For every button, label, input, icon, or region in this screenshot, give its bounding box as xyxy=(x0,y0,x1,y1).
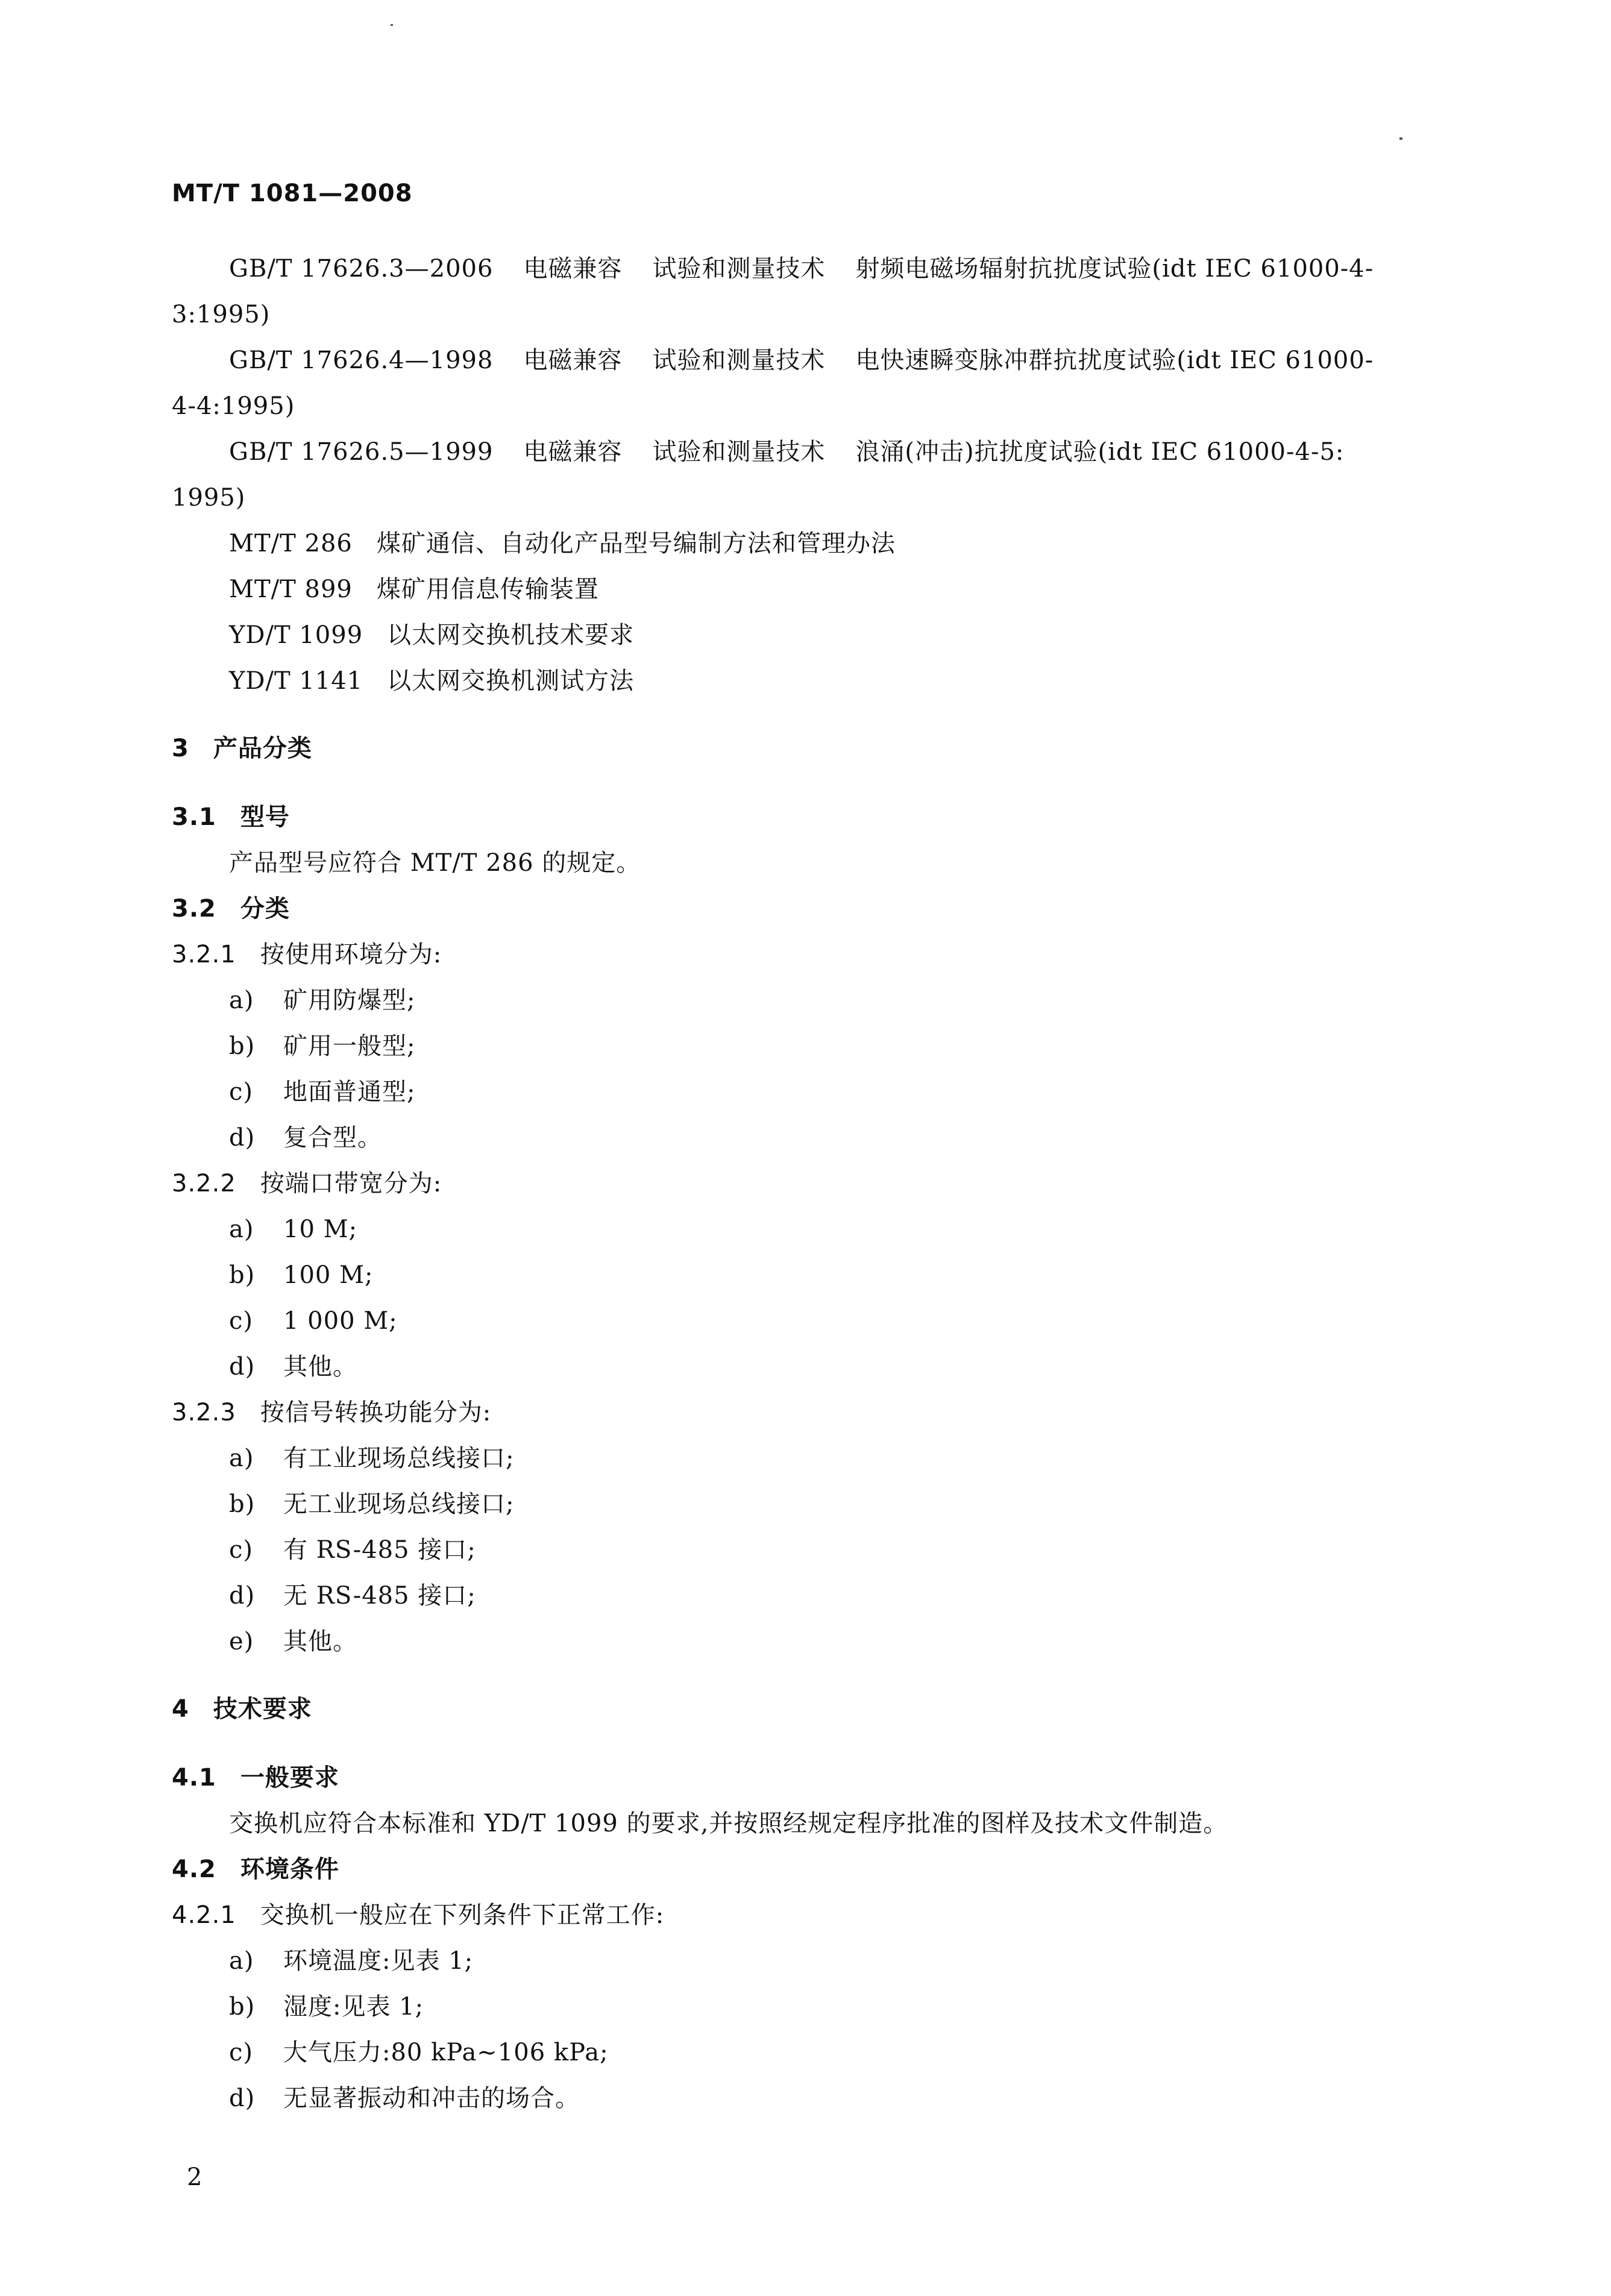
clause: 3.2.2 按端口带宽分为: xyxy=(172,1170,442,1197)
reference-item: YD/T 1141 以太网交换机测试方法 xyxy=(229,667,635,695)
paragraph: 交换机应符合本标准和 YD/T 1099 的要求,并按照经规定程序批准的图样及技术文件制造。 xyxy=(229,1810,1228,1837)
reference-item: MT/T 899 煤矿用信息传输装置 xyxy=(229,576,599,603)
paragraph: 产品型号应符合 MT/T 286 的规定。 xyxy=(229,849,641,877)
clause: 3.2.1 按使用环境分为: xyxy=(172,941,442,968)
list-item: d) 其他。 xyxy=(229,1353,357,1381)
reference-item: GB/T 17626.5—1999 电磁兼容 试验和测量技术 浪涌(冲击)抗扰度试验(idt IEC 61000-4-5: xyxy=(229,438,1345,466)
list-item: c) 地面普通型; xyxy=(229,1078,416,1106)
section-heading: 3 产品分类 xyxy=(172,735,312,762)
reference-continuation: 1995) xyxy=(172,484,246,512)
clause: 3.2.3 按信号转换功能分为: xyxy=(172,1399,492,1426)
list-item: c) 1 000 M; xyxy=(229,1307,398,1335)
list-item: e) 其他。 xyxy=(229,1628,357,1655)
list-item: c) 大气压力:80 kPa~106 kPa; xyxy=(229,2039,609,2066)
subsection-heading: 4.1 一般要求 xyxy=(172,1764,339,1792)
subsection-heading: 3.1 型号 xyxy=(172,803,290,831)
list-item: d) 无显著振动和冲击的场合。 xyxy=(229,2084,580,2112)
section-heading: 4 技术要求 xyxy=(172,1695,312,1723)
list-item: b) 无工业现场总线接口; xyxy=(229,1490,515,1518)
reference-item: GB/T 17626.4—1998 电磁兼容 试验和测量技术 电快速瞬变脉冲群抗扰度试验(idt IEC 61000- xyxy=(229,347,1374,374)
list-item: a) 10 M; xyxy=(229,1215,358,1243)
list-item: b) 湿度:见表 1; xyxy=(229,1993,424,2021)
reference-item: GB/T 17626.3—2006 电磁兼容 试验和测量技术 射频电磁场辐射抗扰度试验(idt IEC 61000-4- xyxy=(229,255,1374,283)
list-item: a) 矿用防爆型; xyxy=(229,986,416,1014)
list-item: b) 矿用一般型; xyxy=(229,1032,416,1060)
scan-speck xyxy=(1399,137,1402,140)
subsection-heading: 4.2 环境条件 xyxy=(172,1855,339,1883)
list-item: a) 有工业现场总线接口; xyxy=(229,1444,515,1472)
reference-continuation: 4-4:1995) xyxy=(172,392,295,420)
reference-item: YD/T 1099 以太网交换机技术要求 xyxy=(229,621,635,649)
list-item: b) 100 M; xyxy=(229,1261,374,1289)
list-item: a) 环境温度:见表 1; xyxy=(229,1947,474,1975)
reference-item: MT/T 286 煤矿通信、自动化产品型号编制方法和管理办法 xyxy=(229,530,896,557)
list-item: c) 有 RS-485 接口; xyxy=(229,1536,476,1564)
document-code: MT/T 1081—2008 xyxy=(172,180,413,207)
page-number: 2 xyxy=(187,2163,203,2191)
list-item: d) 复合型。 xyxy=(229,1124,382,1152)
reference-continuation: 3:1995) xyxy=(172,301,271,328)
clause: 4.2.1 交换机一般应在下列条件下正常工作: xyxy=(172,1901,665,1929)
list-item: d) 无 RS-485 接口; xyxy=(229,1582,476,1610)
subsection-heading: 3.2 分类 xyxy=(172,895,290,923)
scan-speck xyxy=(391,24,393,26)
